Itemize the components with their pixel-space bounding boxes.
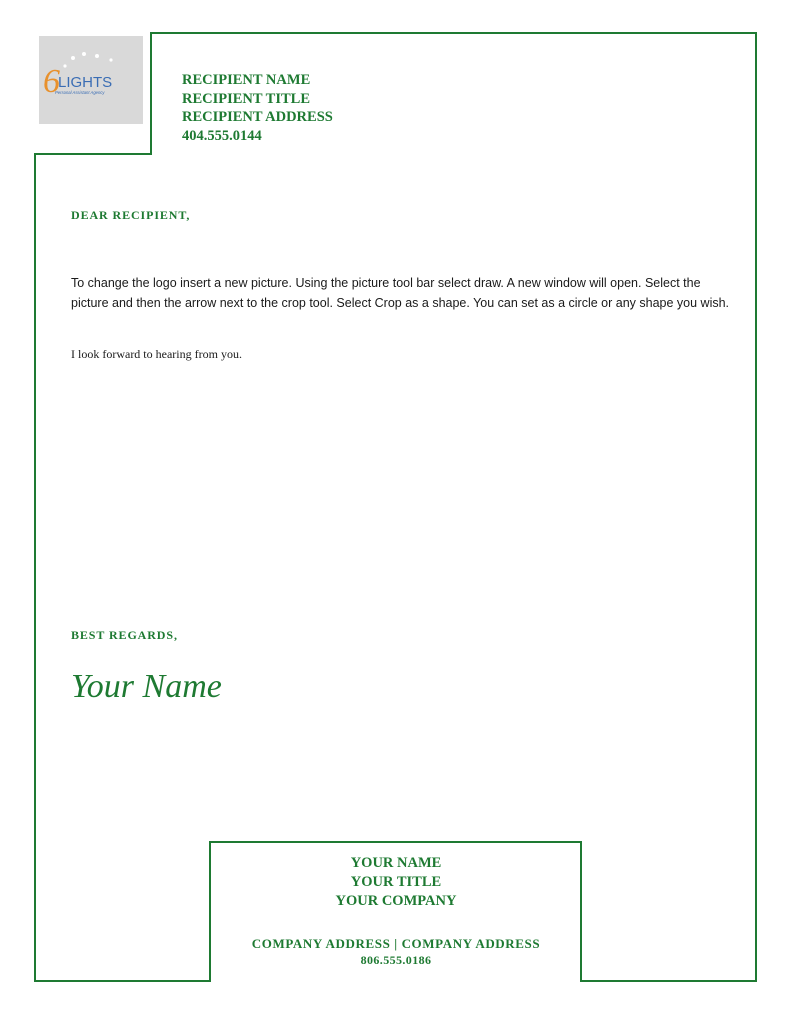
recipient-address: RECIPIENT ADDRESS: [182, 109, 333, 126]
logo-word: LIGHTS: [58, 74, 113, 91]
recipient-name: RECIPIENT NAME: [182, 72, 311, 88]
signature: Your Name: [71, 668, 222, 705]
recipient-phone: 404.555.0144: [182, 128, 262, 145]
footer-name: YOUR NAME: [350, 855, 442, 871]
closing-line: I look forward to hearing from you.: [71, 347, 242, 361]
logo-tagline: Personal Assistant Agency: [55, 90, 105, 95]
company-logo: [39, 36, 143, 124]
logo-number: 6: [43, 63, 60, 100]
footer-address: COMPANY ADDRESS | COMPANY ADDRESS: [251, 936, 541, 951]
footer-block: [212, 854, 580, 969]
salutation: DEAR RECIPIENT,: [71, 208, 191, 222]
footer-title: YOUR TITLE: [350, 874, 442, 890]
light-dots-icon: [63, 52, 112, 68]
regards: BEST REGARDS,: [71, 628, 178, 642]
footer-company: YOUR COMPANY: [335, 893, 457, 909]
recipient-title: RECIPIENT TITLE: [182, 90, 311, 107]
footer-phone: 806.555.0186: [360, 953, 432, 967]
letter-body: To change the logo insert a new picture. Using the picture tool bar select draw. A new window will open. Select the picture and then the arrow next to the crop tool. Select Crop as a shape. You can set as a circle or any shape you wish.: [71, 276, 730, 310]
recipient-block: [182, 71, 333, 146]
